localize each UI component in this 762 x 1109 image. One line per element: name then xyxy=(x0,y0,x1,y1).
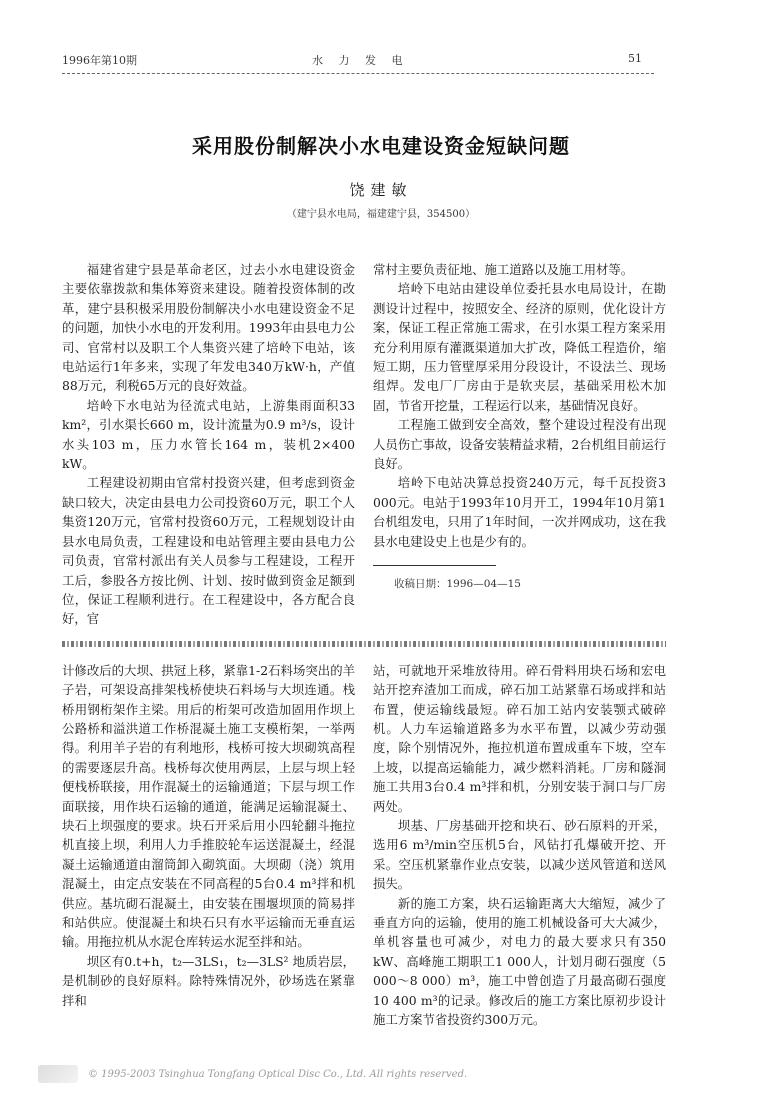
publisher-logo xyxy=(38,1065,78,1083)
issue-label: 1996年第10期 xyxy=(62,54,137,67)
copyright-footer: © 1995-2003 Tsinghua Tongfang Optical Disc Co., Ltd. All rights reserved. xyxy=(88,1069,468,1081)
lower-left-column xyxy=(62,661,355,1010)
lower-section xyxy=(62,661,666,1030)
paragraph: 坝基、厂房基础开挖和块石、砂石原料的开采，选用6 m³/min空压机5台，风钻打孔爆破开挖、开采。空压机紧靠作业点安装，以减少送风管道和送风损失。 xyxy=(373,817,666,892)
paragraph: 培岭下电站由建设单位委托县水电局设计，在勘测设计过程中，按照安全、经济的原则，优化设计方案，保证工程正常施工需求，在引水渠工程方案采用充分利用原有灌溉渠道加大扩改，降低工程造价，缩短工期，压力管壁厚采用分段设计，不设法兰、现场组焊。发电厂厂房由于是软夹层，基础采用松木加固，节省开挖量，工程运行以来，基础情况良好。 xyxy=(373,281,666,413)
section-divider xyxy=(62,641,666,647)
received-date: 收稿日期：1996—04—15 xyxy=(394,578,521,591)
article-title: 采用股份制解决小水电建设资金短缺问题 xyxy=(192,134,570,158)
paragraph: 培岭下电站决算总投资240万元，每千瓦投资3 000元。电站于1993年10月开工，1994年10月第1台机组发电，只用了1年时间，一次并网成功，这在我县水电建设史上也是少有的。 xyxy=(373,475,666,549)
author: 饶建敏 xyxy=(349,181,413,199)
upper-section xyxy=(62,260,666,629)
affiliation: （建宁县水电局，福建建宁县，354500） xyxy=(286,209,476,220)
paragraph: 常村主要负责征地、施工道路以及施工用材等。 xyxy=(373,262,634,277)
upper-right-column xyxy=(373,260,666,592)
footnote-rule xyxy=(373,565,496,566)
paragraph: 福建省建宁县是革命老区，过去小水电建设资金主要依靠拨款和集体筹资来建设。随着投资体制的改革，建宁县积极采用股份制解决小水电建设资金不足的问题，加快小水电的开发利用。1993年由县电力公司、官常村以及职工个人集资兴建了培岭下电站，该电站运行1年多来，实现了年发电340万kW·h，产值88万元，利税65万元的良好效益。 xyxy=(62,262,355,394)
paragraph: 工程施工做到安全高效，整个建设过程没有出现人员伤亡事故，设备安装精益求精，2台机组目前运行良好。 xyxy=(373,417,666,472)
paragraph: 工程建设初期由官常村投资兴建，但考虑到资金缺口较大，决定由县电力公司投资60万元，职工个人集资120万元，官常村投资60万元，工程规划设计由县水电局负责，工程建设和电站管理主要由县电力公司负责，官常村派出有关人员参与工程建设，工程开工后，参股各方按比例、计划、按时做到资金足额到位，保证工程顺利进行。在工程建设中，各方配合良好，官 xyxy=(62,475,355,627)
journal-name: 水 力 发 电 xyxy=(312,54,409,67)
paragraph: 坝区有0.t+h，t₂—3LS₁，t₂—3LS² 地质岩层，是机制砂的良好原料。除特殊情况外，砂场选在紧靠拌和 xyxy=(62,953,355,1008)
paragraph: 计修改后的大坝、拱冠上移，紧靠1-2石料场突出的羊子岩，可架设高排架栈桥使块石料场与大坝连通。栈桥用钢桁架作主梁。用后的桁架可改造加固用作坝上公路桥和溢洪道工作桥混凝土施工支模桁架，一举两得。利用羊子岩的有利地形，栈桥可按大坝砌筑高程的需要逐层升高。栈桥每次使用两层，上层与坝上轻便栈桥联接，用作混凝土的运输通道；下层与坝工作面联接，用作块石运输的通道，能满足运输混凝土、块石上坝强度的要求。块石开采后用小四轮翻斗拖拉机直接上坝，利用人力手推胶轮车运送混凝土，经混凝土运输通道由溜筒卸入砌筑面。大坝砌（浇）筑用混凝土，由定点安装在不同高程的5台0.4 m³拌和机供应。基坑砌石混凝土，由安装在围堰坝顶的简易拌和站供应。使混凝土和块石只有水平运输而无垂直运输。用拖拉机从水泥仓库转运水泥至拌和站。 xyxy=(62,662,355,950)
header-rule xyxy=(62,73,654,74)
paragraph: 站，可就地开采堆放待用。碎石骨料用块石场和宏电站开挖弃渣加工而成，碎石加工站紧靠石场或拌和站布置，使运输线最短。碎石加工站内安装颚式破碎机。人力车运输道路多为水平布置，以减少劳动强度，除个别情况外，拖拉机道布置成重车下坡，空车上坡，以提高运输能力，减少燃料消耗。厂房和隧洞施工共用3台0.4 m³拌和机，分别安装于洞口与厂房两处。 xyxy=(373,662,666,814)
lower-right-column xyxy=(373,661,666,1030)
upper-left-column xyxy=(62,260,355,629)
paragraph: 培岭下水电站为径流式电站，上游集雨面积33 km²，引水渠长660 m，设计流量为0.9 m³/s，设计水头103 m，压力水管长164 m，装机2×400 kW。 xyxy=(62,397,355,472)
page-footer xyxy=(38,1069,666,1089)
page-number: 51 xyxy=(628,52,642,65)
running-header xyxy=(62,52,666,70)
paragraph: 新的施工方案，块石运输距离大大缩短，减少了垂直方向的运输，使用的施工机械设备可大大减少，单机容量也可减少，对电力的最大要求只有350 kW、高峰施工期职工1 000人，计划月砌石强度（5 000～8 000）m³，施工中曾创造了月最高砌石强度10 400 m³的记录。修改后的施工方案比原初步设计施工方案节省投资约300万元。 xyxy=(373,895,666,1028)
